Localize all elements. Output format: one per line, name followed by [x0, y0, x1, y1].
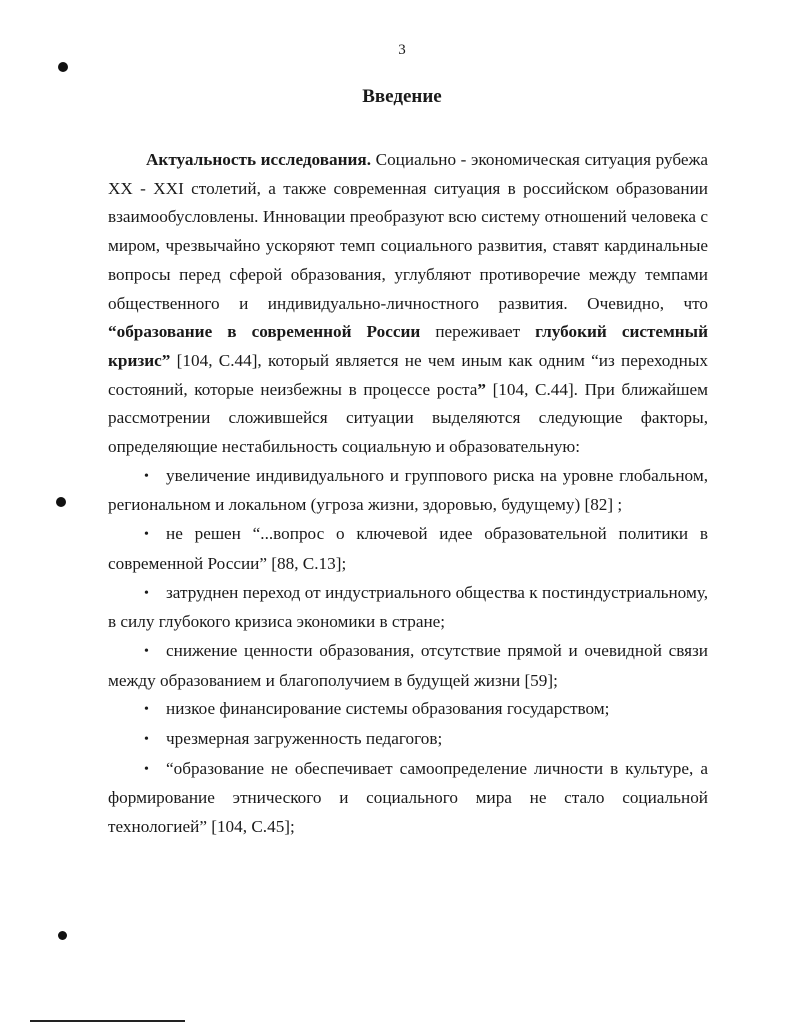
bullet-icon: •: [144, 585, 149, 601]
list-item: • затруднен переход от индустриального общества к постиндустриальному, в силу глубокого кризиса экономики в стране;: [108, 579, 708, 637]
list-item: • снижение ценности образования, отсутствие прямой и очевидной связи между образованием и благополучием в будущей жизни [59];: [108, 637, 708, 695]
list-item: • не решен “...вопрос о ключевой идее образовательной политики в современной России” [88, С.13];: [108, 520, 708, 578]
punch-hole-mark: [58, 62, 68, 72]
punch-hole-mark: [56, 497, 66, 507]
list-item: • “образование не обеспечивает самоопределение личности в культуре, а формирование этнического и социального мира не стало социальной технологией” [104, С.45];: [108, 755, 708, 842]
bullet-icon: •: [144, 761, 149, 777]
document-body: [108, 146, 708, 842]
list-item: • низкое финансирование системы образования государством;: [108, 695, 708, 725]
intro-paragraph: Актуальность исследования. Социально - экономическая ситуация рубежа XX - XXI столетий, а также современная ситуация в российском образовании взаимообусловлены. Инновации преобразуют всю систему отношений человека с миром, чрезвычайно ускоряют темп социального развития, ставят кардинальные вопросы перед сферой образования, углубляют противоречие между темпами общественного и индивидуально-личностного развития. Очевидно, что “образование в современной России переживает глубокий системный кризис” [104, С.44], который является не чем иным как одним “из переходных состояний, которые неизбежны в процессе роста” [104, С.44]. При ближайшем рассмотрении сложившейся ситуации выделяются следующие факторы, определяющие нестабильность социальную и образовательную:: [108, 150, 708, 457]
bullet-icon: •: [144, 643, 149, 659]
page-title: Введение: [362, 86, 442, 107]
section-heading: Актуальность исследования.: [146, 150, 371, 169]
bottom-rule: [30, 1020, 185, 1022]
punch-hole-mark: [58, 931, 67, 940]
bullet-icon: •: [144, 702, 149, 718]
bullet-icon: •: [144, 468, 149, 484]
list-item: • увеличение индивидуального и группового риска на уровне глобальном, региональном и локальном (угроза жизни, здоровью, будущему) [82] ;: [108, 462, 708, 520]
bullet-icon: •: [144, 527, 149, 543]
page-number: 3: [398, 42, 406, 58]
bullet-icon: •: [144, 732, 149, 748]
list-item: • чрезмерная загруженность педагогов;: [108, 725, 708, 755]
